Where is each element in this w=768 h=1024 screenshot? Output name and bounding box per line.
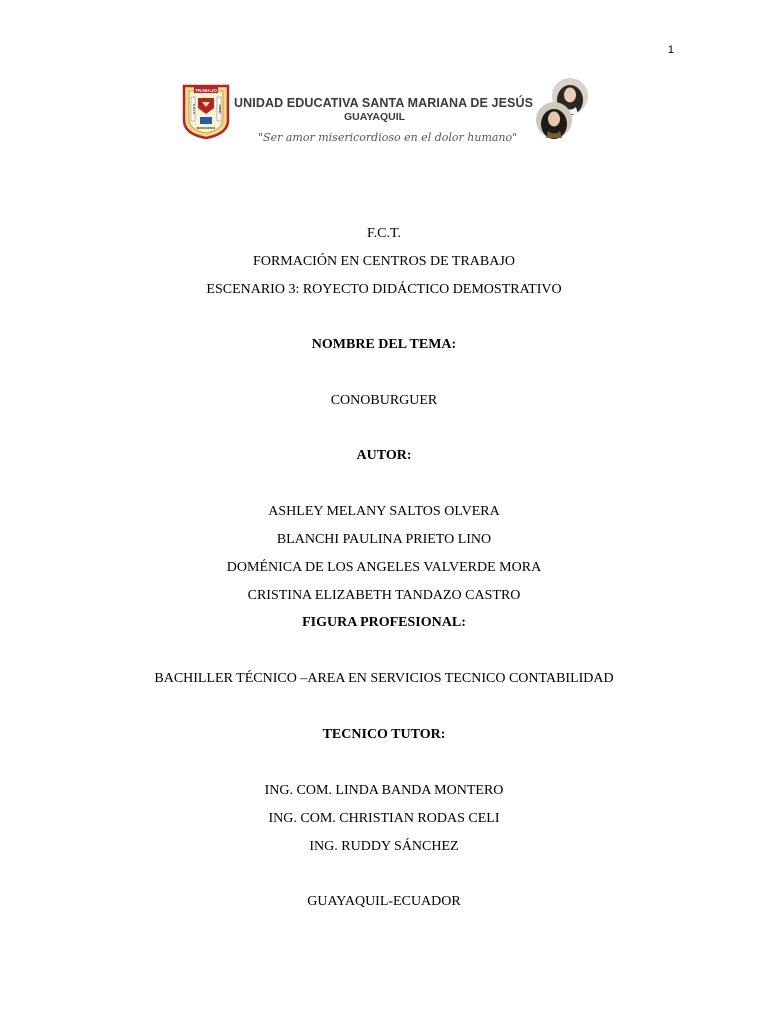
crest-top-text: TRABAJO: [195, 88, 217, 93]
profile-text: BACHILLER TÉCNICO –AREA EN SERVICIOS TECNICO CONTABILIDAD: [154, 671, 614, 686]
tutor-name: ING. COM. CHRISTIAN RODAS CELI: [268, 811, 500, 826]
tutor-name: ING. RUDDY SÁNCHEZ: [309, 839, 459, 854]
author-heading: AUTOR:: [356, 448, 412, 463]
crest-left-text: C·R·I·S: [192, 103, 196, 115]
page-number: 1: [667, 44, 674, 56]
crest-right-text: AMOR: [218, 104, 222, 114]
program-name: FORMACIÓN EN CENTROS DE TRABAJO: [253, 254, 515, 269]
portraits-image: [534, 76, 590, 142]
author-name: CRISTINA ELIZABETH TANDAZO CASTRO: [247, 588, 521, 603]
profile-heading: FIGURA PROFESIONAL:: [302, 615, 466, 630]
topic-name: CONOBURGUER: [330, 393, 438, 408]
tutor-heading: TECNICO TUTOR:: [322, 727, 446, 742]
crest-bottom-text: MARIANITAS: [196, 126, 216, 130]
location-text: GUAYAQUIL-ECUADOR: [307, 894, 461, 909]
school-header: [180, 76, 590, 148]
school-crest-logo: [180, 80, 232, 140]
program-abbreviation: F.C.T.: [366, 226, 401, 241]
tutor-name: ING. COM. LINDA BANDA MONTERO: [264, 783, 504, 798]
school-motto: "Ser amor misericordioso en el dolor humano": [258, 131, 518, 144]
school-city: GUAYAQUIL: [344, 111, 406, 123]
school-name: UNIDAD EDUCATIVA SANTA MARIANA DE JESÚS: [234, 96, 534, 110]
author-name: DOMÉNICA DE LOS ANGELES VALVERDE MORA: [226, 560, 542, 575]
topic-heading: NOMBRE DEL TEMA:: [311, 337, 457, 352]
scenario-title: ESCENARIO 3: ROYECTO DIDÁCTICO DEMOSTRATIVO: [206, 282, 562, 297]
author-name: ASHLEY MELANY SALTOS OLVERA: [268, 504, 500, 519]
author-name: BLANCHI PAULINA PRIETO LINO: [276, 532, 492, 547]
